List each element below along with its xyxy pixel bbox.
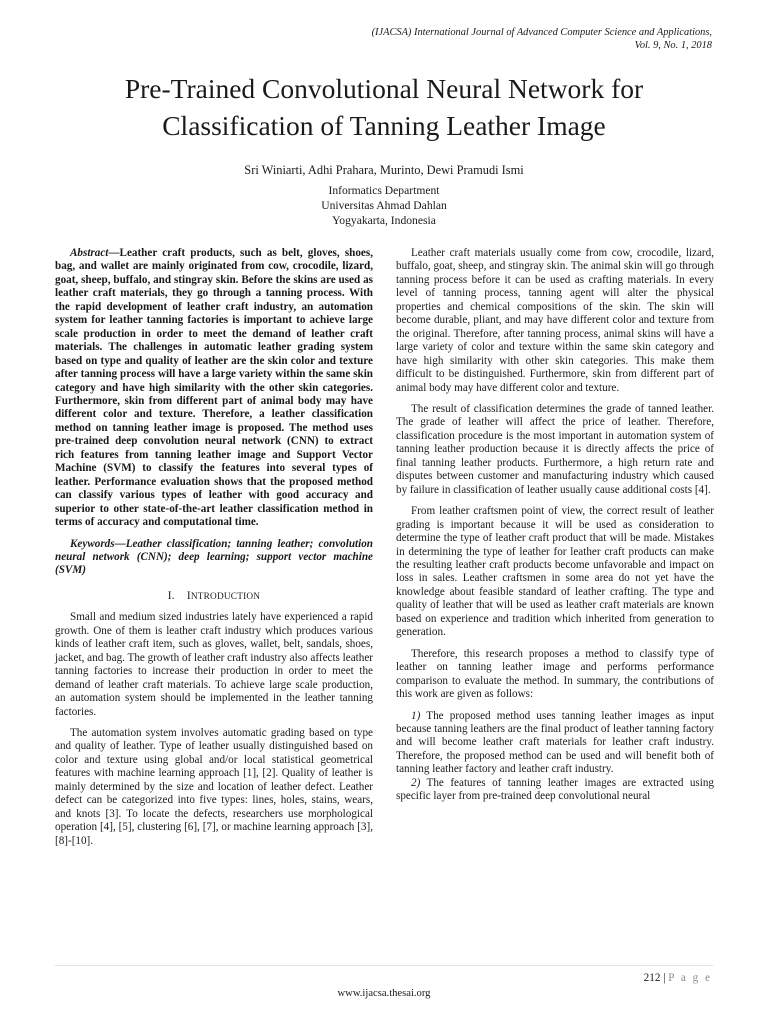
section-heading-introduction — [55, 590, 373, 604]
section-title-rest: NTRODUCTION — [190, 591, 261, 602]
paragraph: From leather craftsmen point of view, the correct result of leather grading is important because it will be used as consideration to determine the type of leather craft product that will be made. Mistakes in determining the type of leather for leather craft products can make the resulting leather craft products become unfavorable and impact on loss in sales. Leather craftsmen in some area do not yet have the knowledge about feasible standard of leather crafting. The type and quality of leather that will be used as leather craft materials are known based on experience and tradition which inherited from generation to generation. — [396, 505, 714, 639]
abstract-text: —Leather craft products, such as belt, gloves, shoes, bag, and wallet are mainly originated from cow, crocodile, lizard, goat, sheep, buffalo, and stingray skin. Before the skins are used as leather craft materials, they go through a tanning process. With the rapid development of leather craft industry, an automation system for leather tanning factories is important to achieve large scale production in order to meet the demand of leather craft materials. The challenges in automatic leather grading system based on type and quality of leather are the skin color and texture after tanning process will have a large variety within the same skin category and have high similarity with the other skin categories. Furthermore, skin from different part of animal body may have different color and texture. Therefore, a leather classification method on tanning leather image is proposed. The method uses pre-trained deep convolution neural network (CNN) to extract rich features from tanning leather image and Support Vector Machine (SVM) to classify the features into several types of leather. Performance evaluation shows that the proposed method can classify various types of leather with good accuracy and superior to other state-of-the-art leather classification method in terms of accuracy and computational time. — [55, 247, 373, 529]
paragraph: Leather craft materials usually come from cow, crocodile, lizard, buffalo, goat, sheep, and stingray skin. The animal skin will go through tanning process before it can be used as crafting materials. In every level of tanning process, tanning agent will alter the physical properties and chemical compositions of the skin. The skin will become durable, pliant, and may have different color and texture from the original. Therefore, after tanning process, animal skins will have a large variety of color and texture within the same skin category and have high similarity with other skin categories. This make them difficult to be distinguished. Furthermore, skin from different part of animal body may have different color and texture. — [396, 247, 714, 394]
section-number: I. — [167, 589, 175, 602]
page-separator: | — [663, 972, 666, 984]
paragraph: The result of classification determines the grade of tanned leather. The grade of leather will affect the price of leather. Therefore, classification procedure is the most important in automation system of tanning leather production because it is directly affects the price of final tanning leather products. Furthermore, a high return rate and disputes between customer and manufacturing industry which caused by failure in classification of leather usually cause additional costs [4]. — [396, 402, 714, 496]
footer-divider — [55, 965, 713, 966]
paragraph: The automation system involves automatic grading based on type and quality of leather. Type of leather usually distinguished based on color and texture using global and/or local statistical geometrical features with machine learning approach [1], [2]. Quality of leather is mainly determined by the size and location of leather defect. Leather defect can be categorized into five types: lines, holes, stains, wears, and knots [3]. To locate the defects, researchers use morphological operation [4], [5], clustering [6], [7], or machine learning approach [3], [8]-[10]. — [55, 726, 373, 847]
footer-url: www.ijacsa.thesai.org — [337, 988, 431, 999]
journal-volume: Vol. 9, No. 1, 2018 — [634, 40, 712, 51]
affiliation-location: Yogyakarta, Indonesia — [332, 214, 436, 227]
page-word: P a g e — [668, 972, 712, 984]
page-number — [644, 972, 712, 984]
journal-header — [242, 26, 712, 52]
left-column — [55, 247, 373, 856]
contribution-item — [396, 710, 714, 777]
contribution-text: The features of tanning leather images are extracted using specific layer from pre-trained deep convolutional neural — [396, 776, 714, 803]
contribution-number: 2) — [411, 776, 421, 789]
title-line-2: Classification of Tanning Leather Image — [162, 110, 606, 141]
keywords — [55, 538, 373, 578]
abstract-label: Abstract — [70, 247, 109, 259]
affiliation — [0, 183, 768, 228]
abstract — [55, 247, 373, 530]
journal-name: (IJACSA) International Journal of Advanced Computer Science and Applications, — [371, 27, 712, 38]
paragraph: Small and medium sized industries lately have experienced a rapid growth. One of them is leather craft industry which produces various kinds of leather craft item, such as gloves, wallet, belt, sandals, shoes, jacket, and bag. The growth of leather craft industry also affects leather tanning factories to increase their production in order to meet the demand of leather craft materials. To achieve large scale production, an automation system should be implemented in the leather tanning factories. — [55, 611, 373, 718]
contribution-item — [396, 777, 714, 804]
contribution-text: The proposed method uses tanning leather images as input because tanning leathers are the final product of leather tanning factory and will become leather craft materials for leather craft industry. Therefore, the proposed method can be used and will benefit both of tanning leather factory and leather craft industry. — [396, 709, 714, 776]
section-title-initial: I — [186, 589, 191, 602]
affiliation-department: Informatics Department — [328, 184, 440, 197]
affiliation-university: Universitas Ahmad Dahlan — [321, 199, 447, 212]
contribution-number: 1) — [411, 709, 421, 722]
right-column — [396, 247, 714, 812]
paragraph: Therefore, this research proposes a method to classify type of leather on tanning leather image and performs performance comparison to evaluate the method. In summary, the contributions of this work are given as follows: — [396, 647, 714, 701]
keywords-text: —Leather classification; tanning leather; convolution neural network (CNN); deep learning; support vector machine (SVM) — [55, 537, 373, 577]
paper-title — [40, 70, 728, 144]
keywords-label: Keywords — [70, 537, 115, 550]
author-list: Sri Winiarti, Adhi Prahara, Murinto, Dewi Pramudi Ismi — [244, 163, 524, 177]
title-line-1: Pre-Trained Convolutional Neural Network for — [124, 73, 644, 104]
page-number-value: 212 — [643, 972, 661, 984]
